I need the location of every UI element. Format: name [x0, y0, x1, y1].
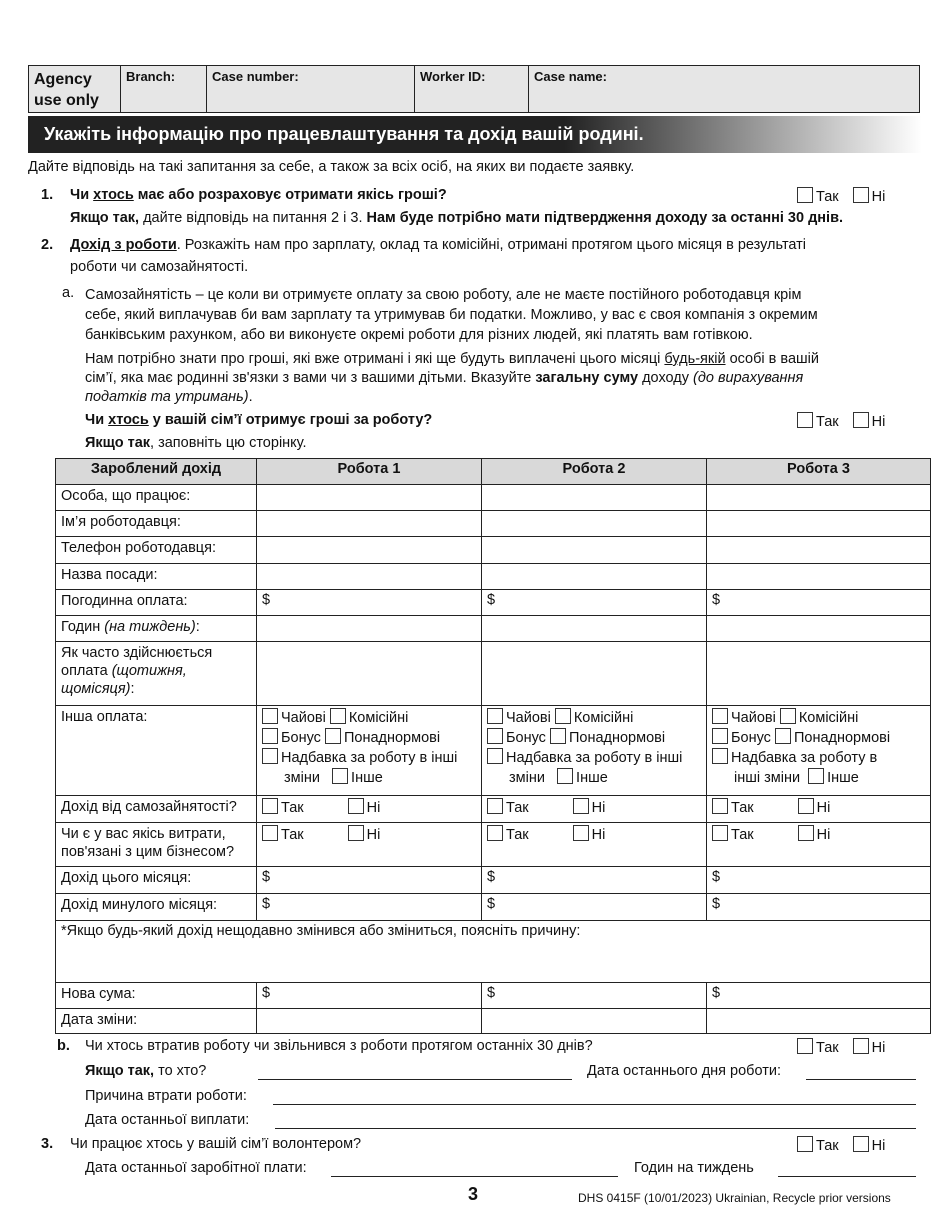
q2a-if-yes	[85, 435, 307, 451]
row-label-change-date: Дата зміни:	[56, 1009, 257, 1034]
job1-other-checkbox[interactable]	[332, 768, 348, 784]
job1-commission-checkbox[interactable]	[330, 708, 346, 724]
qb-last-day-label: Дата останнього дня роботи:	[587, 1063, 781, 1079]
qb-no-checkbox[interactable]	[853, 1038, 869, 1054]
job1-change-date-field[interactable]	[257, 1009, 482, 1034]
job2-phone-field[interactable]	[482, 537, 707, 564]
dollar-sign: $	[262, 869, 271, 885]
dollar-sign: $	[487, 869, 496, 885]
yes-label: Так	[506, 800, 529, 816]
q2a-no-checkbox[interactable]	[853, 412, 869, 428]
definition-line2: себе, який виплачував би вам зарплату та утримував би податки. Можливо, у вас є своя компанія з окремим	[85, 307, 818, 323]
job3-this-month-field[interactable]	[707, 867, 931, 894]
dollar-sign: $	[712, 985, 721, 1001]
q3-question: Чи працює хтось у вашій сім’ї волонтером?	[70, 1136, 362, 1152]
job3-commission-checkbox[interactable]	[780, 708, 796, 724]
job2-other-checkbox[interactable]	[557, 768, 573, 784]
job3-shift-checkbox[interactable]	[712, 748, 728, 764]
job2-change-date-field[interactable]	[482, 1009, 707, 1034]
q2-title: Дохід з роботи	[70, 237, 177, 253]
no-label: Ні	[816, 827, 831, 843]
q3-no-checkbox[interactable]	[853, 1136, 869, 1152]
tips-label: Чайові	[731, 710, 776, 726]
qb-who-row	[85, 1063, 206, 1079]
row-label-new-amount: Нова сума:	[56, 983, 257, 1009]
dollar-sign: $	[487, 592, 496, 608]
job3-other-pay	[707, 706, 931, 796]
dollar-sign: $	[487, 896, 496, 912]
q2a-yes-checkbox[interactable]	[797, 412, 813, 428]
job1-tips-checkbox[interactable]	[262, 708, 278, 724]
yes-label: Так	[281, 827, 304, 843]
dollar-sign: $	[712, 869, 721, 885]
job3-exp-no-checkbox[interactable]	[798, 825, 814, 841]
q1-text-a: Чи	[70, 187, 90, 203]
job1-exp-no-checkbox[interactable]	[348, 825, 364, 841]
tips-label: Чайові	[281, 710, 326, 726]
qb-label: b.	[57, 1038, 70, 1054]
q1-instructions	[70, 210, 843, 226]
q1-answer-note: дайте відповідь на питання 2 і 3.	[143, 210, 363, 226]
job2-this-month-field[interactable]	[482, 867, 707, 894]
hours-per-week: (на тиждень)	[104, 619, 196, 635]
qb-last-pay-field[interactable]	[275, 1114, 916, 1129]
dollar-sign: $	[262, 985, 271, 1001]
q3-yes-checkbox[interactable]	[797, 1136, 813, 1152]
bonus-label: Бонус	[281, 730, 321, 746]
income-change-explanation-field[interactable]	[56, 921, 931, 983]
dollar-sign: $	[262, 896, 271, 912]
job2-frequency-field[interactable]	[482, 642, 707, 706]
job3-other-checkbox[interactable]	[808, 768, 824, 784]
q2-line1	[70, 237, 806, 253]
q1-text-b: хтось	[93, 187, 134, 203]
job3-self-no-checkbox[interactable]	[798, 798, 814, 814]
money-line2a: сім’ї, яка має родинні зв'язки з вами чи з вашими дітьми. Вказуйте	[85, 370, 532, 386]
no-label: Ні	[591, 800, 606, 816]
q3-yes-no	[797, 1136, 895, 1154]
header-earned-income: Зароблений дохід	[56, 459, 257, 485]
job2-exp-yes-checkbox[interactable]	[487, 825, 503, 841]
no-label: Ні	[871, 414, 886, 430]
row-label-phone: Телефон роботодавця:	[56, 537, 257, 564]
other-label: Інше	[576, 770, 608, 786]
shift-label: Надбавка за роботу в інші	[506, 750, 683, 766]
row-label-expenses: Чи є у вас якісь витрати, пов'язані з цим бізнесом?	[56, 823, 257, 867]
dollar-sign: $	[487, 985, 496, 1001]
job3-hours-field[interactable]	[707, 616, 931, 642]
tips-label: Чайові	[506, 710, 551, 726]
yes-label: Так	[731, 827, 754, 843]
job2-overtime-checkbox[interactable]	[550, 728, 566, 744]
money-line1b: особі в вашій	[729, 351, 819, 367]
q1-no-checkbox[interactable]	[853, 187, 869, 203]
job1-title-field[interactable]	[257, 564, 482, 590]
commission-label: Комісійні	[573, 710, 634, 726]
job1-self-no-checkbox[interactable]	[348, 798, 364, 814]
q3-last-wage-field[interactable]	[331, 1162, 618, 1177]
qb-reason-field[interactable]	[273, 1090, 916, 1105]
job2-hourly-field[interactable]	[482, 590, 707, 616]
branch-field[interactable]: Branch:	[121, 66, 207, 112]
job2-self-employment	[482, 796, 707, 823]
job1-last-month-field[interactable]	[257, 894, 482, 921]
overtime-label: Понаднормові	[343, 730, 441, 746]
job2-expenses	[482, 823, 707, 867]
row-label-other-pay: Інша оплата:	[56, 706, 257, 796]
job3-last-month-field[interactable]	[707, 894, 931, 921]
qb-yes-no	[797, 1038, 895, 1056]
shift-label-2: зміни	[509, 770, 545, 786]
yes-label: Так	[816, 189, 839, 205]
job1-shift-checkbox[interactable]	[262, 748, 278, 764]
section-banner: Укажіть інформацію про працевлаштування та дохід вашій родині.	[28, 116, 922, 153]
job3-self-employment	[707, 796, 931, 823]
job2-tips-checkbox[interactable]	[487, 708, 503, 724]
no-label: Ні	[871, 1138, 886, 1154]
shift-label-2: зміни	[284, 770, 320, 786]
money-any-person: будь-якій	[664, 351, 726, 367]
job1-self-yes-checkbox[interactable]	[262, 798, 278, 814]
job2-commission-checkbox[interactable]	[555, 708, 571, 724]
row-label-hourly: Погодинна оплата:	[56, 590, 257, 616]
qb-reason-label: Причина втрати роботи:	[85, 1088, 247, 1104]
job2-person-field[interactable]	[482, 485, 707, 511]
income-change-note: *Якщо будь-який дохід нещодавно змінився або зміниться, поясніть причину:	[61, 923, 581, 939]
job1-employer-field[interactable]	[257, 511, 482, 537]
yes-label: Так	[281, 800, 304, 816]
job3-change-date-field[interactable]	[707, 1009, 931, 1034]
q3-hours-field[interactable]	[778, 1162, 916, 1177]
money-line1a: Нам потрібно знати про гроші, які вже отримані і які ще будуть виплачені цього місяці	[85, 351, 661, 367]
frequency-text: Як часто здійснюється оплата	[61, 645, 213, 679]
bonus-label: Бонус	[731, 730, 771, 746]
q1-yes-checkbox[interactable]	[797, 187, 813, 203]
job3-tips-checkbox[interactable]	[712, 708, 728, 724]
job1-person-field[interactable]	[257, 485, 482, 511]
commission-label: Комісійні	[348, 710, 409, 726]
q1-number: 1.	[41, 187, 54, 203]
yes-label: Так	[506, 827, 529, 843]
q2a-fill-page: , заповніть цю сторінку.	[150, 435, 307, 451]
header-job-2: Робота 2	[482, 459, 707, 485]
dollar-sign: $	[262, 592, 271, 608]
q1-proof-note: Нам буде потрібно мати підтвердження доходу за останні 30 днів.	[366, 210, 844, 226]
q2-number: 2.	[41, 237, 54, 253]
job2-self-yes-checkbox[interactable]	[487, 798, 503, 814]
job2-employer-field[interactable]	[482, 511, 707, 537]
no-label: Ні	[871, 1040, 886, 1056]
job1-hours-field[interactable]	[257, 616, 482, 642]
qb-last-pay-label: Дата останньої виплати:	[85, 1112, 250, 1128]
intro-text: Дайте відповідь на такі запитання за себе, а також за всіх осіб, на яких ви подаєте заявку.	[28, 159, 635, 175]
job3-frequency-field[interactable]	[707, 642, 931, 706]
worker-id-field[interactable]: Worker ID:	[415, 66, 529, 112]
definition-line3: банківським рахунком, або ви виконуєте окремі роботи для різних людей, які платять вам готівкою.	[85, 327, 753, 343]
row-label-last-month: Дохід минулого місяця:	[56, 894, 257, 921]
shift-label: Надбавка за роботу в інші	[281, 750, 458, 766]
commission-label: Комісійні	[798, 710, 859, 726]
row-label-title: Назва посади:	[56, 564, 257, 590]
money-total-amount: загальну суму	[535, 370, 639, 386]
q1-yes-no	[797, 187, 895, 205]
job3-bonus-checkbox[interactable]	[712, 728, 728, 744]
job1-frequency-field[interactable]	[257, 642, 482, 706]
hours-text: Годин	[61, 619, 101, 635]
q2a-question	[85, 412, 432, 428]
q2-text1: . Розкажіть нам про зарплату, оклад та комісійні, отримані протягом цього місяця в результаті	[176, 237, 807, 253]
no-label: Ні	[366, 827, 381, 843]
overtime-label: Понаднормові	[568, 730, 666, 746]
agency-use-label: Agency use only	[29, 66, 121, 112]
dollar-sign: $	[712, 896, 721, 912]
hours-colon: :	[195, 619, 200, 635]
money-instructions	[85, 350, 819, 407]
other-label: Інше	[827, 770, 859, 786]
job1-bonus-checkbox[interactable]	[262, 728, 278, 744]
job2-exp-no-checkbox[interactable]	[573, 825, 589, 841]
q2a-text-a: Чи	[85, 412, 105, 428]
no-label: Ні	[816, 800, 831, 816]
yes-label: Так	[816, 414, 839, 430]
yes-label: Так	[816, 1138, 839, 1154]
frequency-colon: :	[130, 681, 135, 697]
job3-new-amount-field[interactable]	[707, 983, 931, 1009]
qb-who-label: то хто?	[158, 1063, 207, 1079]
job3-hourly-field[interactable]	[707, 590, 931, 616]
header-job-3: Робота 3	[707, 459, 931, 485]
qb-yes-checkbox[interactable]	[797, 1038, 813, 1054]
qb-if-yes: Якщо так,	[85, 1063, 155, 1079]
row-label-hours	[56, 616, 257, 642]
shift-label: Надбавка за роботу в	[731, 750, 878, 766]
other-label: Інше	[351, 770, 383, 786]
q2a-yes-no	[797, 412, 895, 430]
job1-this-month-field[interactable]	[257, 867, 482, 894]
row-label-employer: Ім’я роботодавця:	[56, 511, 257, 537]
self-employment-definition	[85, 285, 818, 345]
header-job-1: Робота 1	[257, 459, 482, 485]
job2-new-amount-field[interactable]	[482, 983, 707, 1009]
row-label-self-employment: Дохід від самозайнятості?	[56, 796, 257, 823]
money-line2b: доходу	[642, 370, 689, 386]
qb-question: Чи хтось втратив роботу чи звільнився з роботи протягом останніх 30 днів?	[85, 1038, 593, 1054]
job3-employer-field[interactable]	[707, 511, 931, 537]
job1-expenses	[257, 823, 482, 867]
earned-income-table	[55, 458, 931, 1034]
job3-exp-yes-checkbox[interactable]	[712, 825, 728, 841]
definition-line1: Самозайнятість – це коли ви отримуєте оплату за свою роботу, але не маєте постійного роботодавця крім	[85, 287, 802, 303]
no-label: Ні	[366, 800, 381, 816]
q3-hours-label: Годин на тиждень	[634, 1160, 754, 1176]
job1-phone-field[interactable]	[257, 537, 482, 564]
money-before-tax: (до вирахування	[693, 370, 804, 386]
job1-self-employment	[257, 796, 482, 823]
row-label-frequency	[56, 642, 257, 706]
shift-label-2: інші зміни	[734, 770, 801, 786]
no-label: Ні	[871, 189, 886, 205]
q1-text-c: має або розраховує отримати якісь гроші?	[137, 187, 447, 203]
agency-use-bar	[28, 65, 920, 113]
job2-hours-field[interactable]	[482, 616, 707, 642]
job3-phone-field[interactable]	[707, 537, 931, 564]
form-id: DHS 0415F (10/01/2023) Ukrainian, Recycle prior versions	[578, 1191, 891, 1205]
qb-last-day-field[interactable]	[806, 1065, 916, 1080]
yes-label: Так	[816, 1040, 839, 1056]
money-period: .	[248, 389, 253, 405]
q2-line2: роботи чи самозайнятості.	[70, 259, 249, 275]
q2a-text-c: у вашій сім’ї отримує гроші за роботу?	[152, 412, 433, 428]
page-number: 3	[468, 1184, 479, 1204]
job1-exp-yes-checkbox[interactable]	[262, 825, 278, 841]
job1-new-amount-field[interactable]	[257, 983, 482, 1009]
bonus-label: Бонус	[506, 730, 546, 746]
job2-last-month-field[interactable]	[482, 894, 707, 921]
q3-number: 3.	[41, 1136, 54, 1152]
overtime-label: Понаднормові	[793, 730, 891, 746]
job1-other-pay	[257, 706, 482, 796]
case-number-field[interactable]: Case number:	[207, 66, 415, 112]
job1-overtime-checkbox[interactable]	[325, 728, 341, 744]
case-name-field[interactable]: Case name:	[529, 66, 919, 112]
frequency-examples: (щотижня, щомісяця)	[61, 663, 187, 697]
job2-bonus-checkbox[interactable]	[487, 728, 503, 744]
row-label-this-month: Дохід цього місяця:	[56, 867, 257, 894]
qb-who-field[interactable]	[258, 1065, 572, 1080]
q3-last-wage-label: Дата останньої заробітної плати:	[85, 1160, 307, 1176]
q1-if-yes: Якщо так,	[70, 210, 140, 226]
job3-person-field[interactable]	[707, 485, 931, 511]
job3-title-field[interactable]	[707, 564, 931, 590]
job3-overtime-checkbox[interactable]	[775, 728, 791, 744]
q2a-label: a.	[62, 285, 75, 301]
job2-shift-checkbox[interactable]	[487, 748, 503, 764]
q2a-text-b: хтось	[108, 412, 149, 428]
row-label-person: Особа, що працює:	[56, 485, 257, 511]
job2-title-field[interactable]	[482, 564, 707, 590]
q2a-if-yes-bold: Якщо так	[85, 435, 151, 451]
job3-expenses	[707, 823, 931, 867]
yes-label: Так	[731, 800, 754, 816]
no-label: Ні	[591, 827, 606, 843]
q1-question	[70, 187, 447, 203]
dollar-sign: $	[712, 592, 721, 608]
job2-self-no-checkbox[interactable]	[573, 798, 589, 814]
money-deductions: податків та утримань)	[85, 389, 249, 405]
job3-self-yes-checkbox[interactable]	[712, 798, 728, 814]
job1-hourly-field[interactable]	[257, 590, 482, 616]
job2-other-pay	[482, 706, 707, 796]
